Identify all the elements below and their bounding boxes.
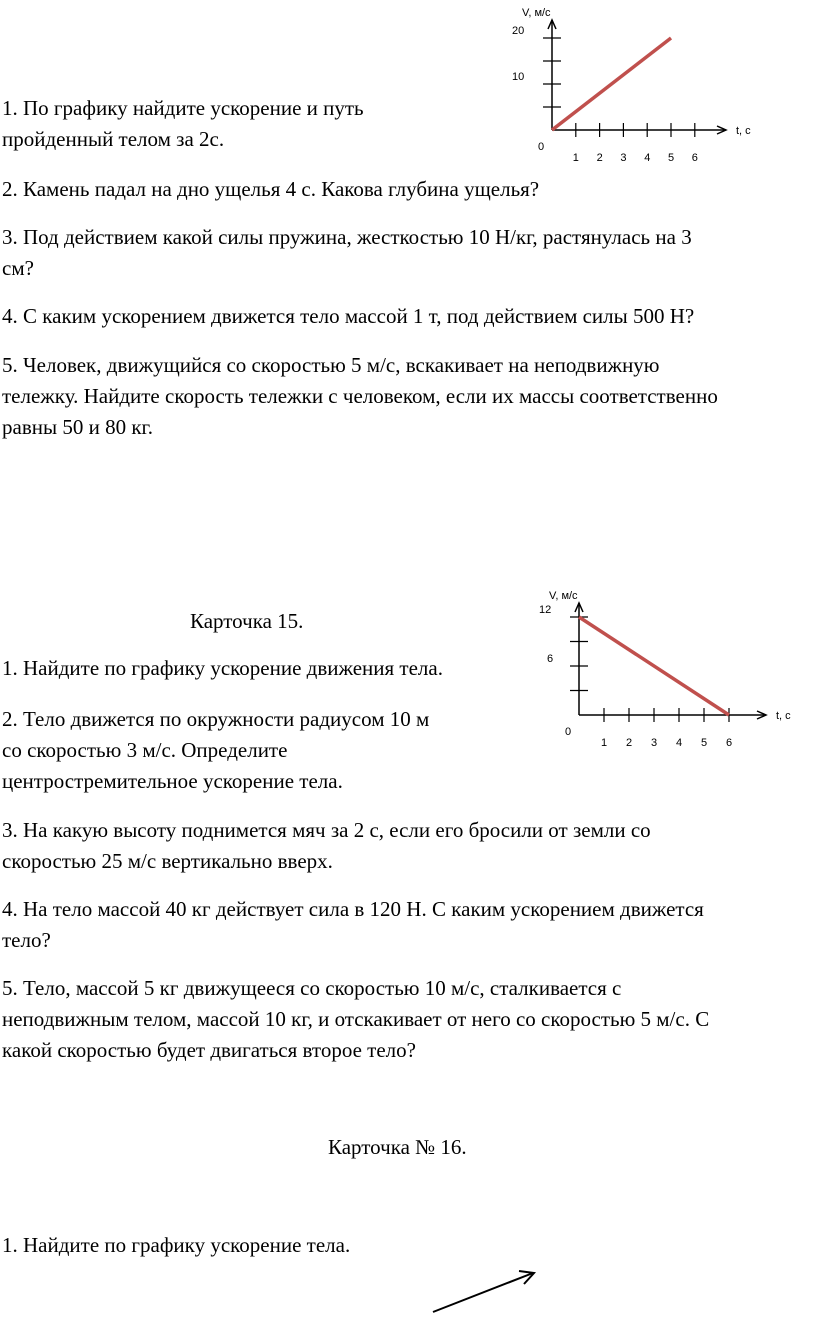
y-tick-label: 6 xyxy=(547,653,554,665)
origin-label: 0 xyxy=(565,726,572,738)
card16-problem-1-line-1: 1. Найдите по графику ускорение тела. xyxy=(2,1233,351,1257)
card15-problem-1-line-1: 1. Найдите по графику ускорение движения тела. xyxy=(2,656,443,680)
card15-problem-4-line-2: тело? xyxy=(2,928,51,952)
velocity-time-graph-2 xyxy=(530,585,800,760)
problem-1-line-1: 1. По графику найдите ускорение и путь xyxy=(2,96,364,120)
x-tick-label: 1 xyxy=(601,737,608,749)
problem-4-line-1: 4. С каким ускорением движется тело массой 1 т, под действием силы 500 Н? xyxy=(2,304,695,328)
problem-3-line-1: 3. Под действием какой силы пружина, жесткостью 10 Н/кг, растянулась на 3 xyxy=(2,225,692,249)
x-tick-label: 2 xyxy=(626,737,633,749)
problem-5-line-2: тележку. Найдите скорость тележки с человеком, если их массы соответственно xyxy=(2,384,718,408)
card15-problem-2-line-3: центростремительное ускорение тела. xyxy=(2,769,343,793)
next-graph-arrow-shaft xyxy=(433,1273,533,1312)
x-tick-label: 3 xyxy=(651,737,658,749)
card-15-title: Карточка 15. xyxy=(190,609,304,633)
problem-5-line-1: 5. Человек, движущийся со скоростью 5 м/с, вскакивает на неподвижную xyxy=(2,353,660,377)
x-tick-label: 3 xyxy=(620,152,627,164)
y-axis-label: V, м/с xyxy=(522,7,551,19)
problem-1-line-2: пройденный телом за 2с. xyxy=(2,127,225,151)
x-tick-label: 1 xyxy=(572,152,579,164)
next-graph-arrow xyxy=(425,1265,545,1319)
x-tick-label: 5 xyxy=(701,737,708,749)
card15-problem-2-line-2: со скоростью 3 м/с. Определите xyxy=(2,738,288,762)
card15-problem-3-line-1: 3. На какую высоту поднимется мяч за 2 с, если его бросили от земли со xyxy=(2,818,651,842)
y-tick-label: 20 xyxy=(512,25,525,37)
card-16-title: Карточка № 16. xyxy=(328,1135,467,1159)
x-tick-label: 4 xyxy=(644,152,651,164)
x-tick-label: 6 xyxy=(726,737,733,749)
card15-problem-2-line-1: 2. Тело движется по окружности радиусом 10 м xyxy=(2,707,430,731)
x-tick-label: 5 xyxy=(668,152,675,164)
card15-problem-5-line-2: неподвижным телом, массой 10 кг, и отскакивает от него со скоростью 5 м/с. С xyxy=(2,1007,710,1031)
y-tick-label: 12 xyxy=(539,604,552,616)
velocity-line xyxy=(579,617,729,715)
problem-3-line-2: см? xyxy=(2,256,34,280)
origin-label: 0 xyxy=(538,141,545,153)
x-axis-label: t, c xyxy=(776,710,791,722)
y-axis-label: V, м/с xyxy=(549,590,578,602)
problem-2-line-1: 2. Камень падал на дно ущелья 4 с. Какова глубина ущелья? xyxy=(2,177,540,201)
card15-problem-3-line-2: скоростью 25 м/с вертикально вверх. xyxy=(2,849,333,873)
y-tick-label: 10 xyxy=(512,71,525,83)
card15-problem-5-line-3: какой скоростью будет двигаться второе тело? xyxy=(2,1038,416,1062)
velocity-line xyxy=(552,38,671,130)
x-tick-label: 2 xyxy=(596,152,603,164)
x-tick-label: 6 xyxy=(691,152,698,164)
card15-problem-5-line-1: 5. Тело, массой 5 кг движущееся со скоростью 10 м/с, сталкивается с xyxy=(2,976,622,1000)
card15-problem-4-line-1: 4. На тело массой 40 кг действует сила в 120 Н. С каким ускорением движется xyxy=(2,897,704,921)
velocity-time-graph-1 xyxy=(508,0,768,175)
x-tick-label: 4 xyxy=(676,737,683,749)
problem-5-line-3: равны 50 и 80 кг. xyxy=(2,415,154,439)
x-axis-label: t, c xyxy=(736,125,751,137)
